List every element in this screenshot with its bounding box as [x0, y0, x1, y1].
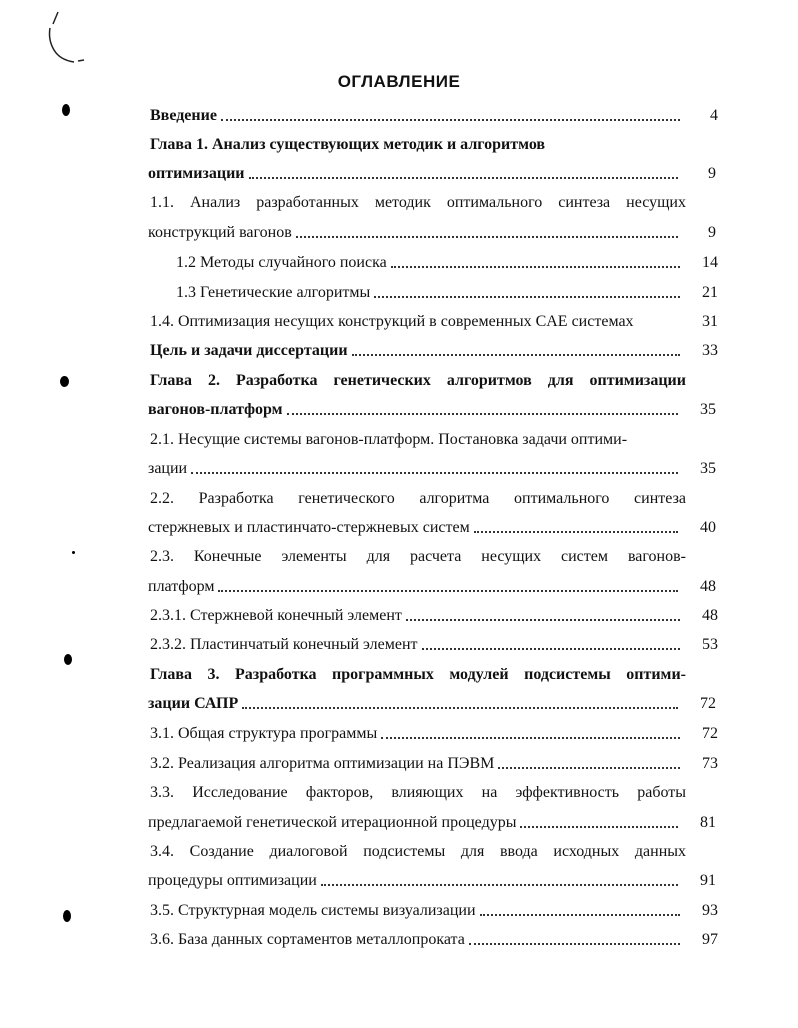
toc-entry-title: 2.3.2. Пластинчатый конечный элемент	[150, 636, 418, 653]
toc-entry-title: 2.3. Конечные элементы для расчета несущих систем вагонов-	[150, 548, 686, 565]
leader-dots	[242, 705, 678, 709]
toc-entry	[148, 518, 716, 538]
leader-dots	[321, 882, 678, 886]
toc-entry-page: 31	[702, 313, 718, 330]
toc-entry-title: 3.5. Структурная модель системы визуализации	[150, 902, 476, 919]
toc-entry	[148, 400, 716, 420]
toc-entry-title: стержневых и пластинчато-стержневых систем	[148, 519, 470, 536]
toc-entry-title: 3.1. Общая структура программы	[150, 725, 378, 742]
leader-dots	[474, 529, 678, 533]
toc-entry-title: 1.3 Генетические алгоритмы	[176, 284, 371, 301]
toc-entry	[176, 253, 718, 273]
leader-dots	[391, 264, 680, 268]
toc-entry-page: 9	[708, 224, 716, 241]
leader-dots	[638, 325, 680, 327]
toc-entry-title: Цель и задачи диссертации	[150, 342, 348, 359]
toc-entry	[148, 694, 716, 714]
leader-dots	[374, 294, 680, 298]
toc-entry	[148, 459, 716, 479]
toc-entry-page: 81	[700, 814, 716, 831]
toc-entry	[150, 724, 718, 744]
toc-entry	[148, 871, 716, 891]
toc-entry	[176, 283, 718, 303]
toc-entry	[150, 901, 718, 921]
leader-dots	[221, 117, 680, 121]
toc-entry	[148, 223, 716, 243]
toc-entry-title: Глава 3. Разработка программных модулей подсистемы оптими-	[150, 666, 686, 683]
leader-dots	[296, 234, 678, 238]
toc-entry-page: 40	[700, 519, 716, 536]
leader-dots	[498, 765, 680, 769]
leader-dots	[218, 588, 678, 592]
toc-entry-title: 2.1. Несущие системы вагонов-платформ. Постановка задачи оптими-	[150, 431, 628, 448]
punch-hole-mark	[64, 654, 72, 665]
toc-entry-title: Введение	[150, 107, 217, 124]
toc-entry-title: 3.4. Создание диалоговой подсистемы для ввода исходных данных	[150, 843, 686, 860]
toc-entry	[150, 312, 718, 332]
toc-entry-title: предлагаемой генетической итерационной процедуры	[148, 814, 517, 831]
toc-entry-title: 1.2 Методы случайного поиска	[176, 254, 387, 271]
toc-entry	[150, 842, 718, 862]
toc-entry-title: Глава 2. Разработка генетических алгоритмов для оптимизации	[150, 372, 686, 389]
punch-hole-mark	[72, 551, 75, 554]
toc-entry-page: 97	[702, 931, 718, 948]
toc-entry	[150, 635, 718, 655]
pen-mark-icon	[44, 10, 94, 70]
leader-dots	[469, 941, 680, 945]
toc-entry	[150, 754, 718, 774]
toc-entry	[150, 930, 718, 950]
toc-entry-page: 72	[702, 725, 718, 742]
toc-entry	[148, 164, 716, 184]
toc-entry-page: 48	[700, 578, 716, 595]
toc-entry	[150, 606, 718, 626]
toc-entry-title: 2.3.1. Стержневой конечный элемент	[150, 607, 402, 624]
toc-entry-title: 1.4. Оптимизация несущих конструкций в современных CAE системах	[150, 313, 634, 330]
toc-entry-title: зации САПР	[148, 695, 239, 712]
toc-entry-title: процедуры оптимизации	[148, 872, 317, 889]
leader-dots	[249, 175, 679, 179]
leader-dots	[520, 824, 678, 828]
toc-entry-page: 73	[702, 755, 718, 772]
punch-hole-mark	[60, 376, 69, 387]
toc-entry	[150, 489, 718, 509]
punch-hole-mark	[63, 910, 71, 922]
toc-entry-title: 1.1. Анализ разработанных методик оптимального синтеза несущих	[150, 194, 686, 211]
leader-dots	[422, 646, 681, 650]
toc-entry-title: зации	[148, 460, 188, 477]
toc-entry	[148, 813, 716, 833]
toc-entry	[150, 135, 718, 155]
toc-entry-title: оптимизации	[148, 165, 245, 182]
toc-entry-page: 4	[710, 107, 718, 124]
toc-entry	[150, 341, 718, 361]
toc-entry	[150, 665, 718, 685]
toc-entry-page: 21	[702, 284, 718, 301]
toc-entry	[150, 193, 718, 213]
leader-dots	[381, 735, 680, 739]
punch-hole-mark	[62, 104, 70, 116]
toc-entry	[150, 106, 718, 126]
toc-entry-page: 93	[702, 902, 718, 919]
toc-entry-title: 3.2. Реализация алгоритма оптимизации на ПЭВМ	[150, 755, 495, 772]
toc-entry-title: Глава 1. Анализ существующих методик и алгоритмов	[150, 136, 546, 153]
page-title: ОГЛАВЛЕНИЕ	[337, 72, 461, 91]
toc-entry-page: 48	[702, 607, 718, 624]
toc-entry-page: 33	[702, 342, 718, 359]
toc-entry	[150, 371, 718, 391]
toc-entry-title: вагонов-платформ	[148, 401, 283, 418]
leader-dots	[406, 617, 680, 621]
toc-entry-title: конструкций вагонов	[148, 224, 292, 241]
toc-entry-page: 53	[702, 636, 718, 653]
leader-dots	[287, 411, 678, 415]
toc-entry	[148, 577, 716, 597]
toc-entry-title: 3.6. База данных сортаментов металлопроката	[150, 931, 465, 948]
toc-entry	[150, 783, 718, 803]
toc-entry-page: 35	[700, 460, 716, 477]
leader-dots	[480, 912, 680, 916]
leader-dots	[191, 470, 678, 474]
toc-entry-page: 91	[700, 872, 716, 889]
toc-entry	[150, 547, 718, 567]
toc-entry-page: 9	[708, 165, 716, 182]
toc-entry	[150, 430, 718, 450]
toc-entry-page: 14	[702, 254, 718, 271]
toc-entry-title: 2.2. Разработка генетического алгоритма оптимального синтеза	[150, 490, 686, 507]
toc-entry-title: платформ	[148, 578, 215, 595]
toc-entry-page: 72	[700, 695, 716, 712]
toc-entry-title: 3.3. Исследование факторов, влияющих на эффективность работы	[150, 784, 686, 801]
leader-dots	[352, 352, 680, 356]
toc-entry-page: 35	[700, 401, 716, 418]
